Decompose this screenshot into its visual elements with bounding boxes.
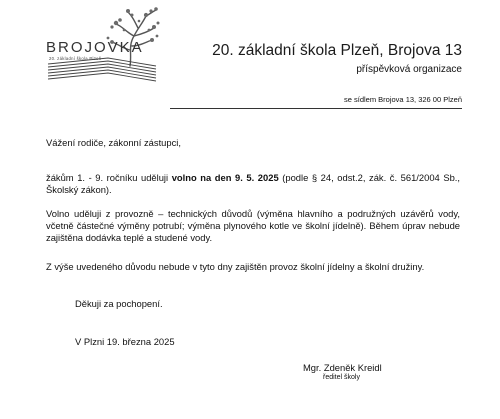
announcement-paragraph bbox=[46, 172, 460, 196]
reason-paragraph: Volno uděluji z provozně – technických důvodů (výměna hlavního a podružných uzávěrů vody, včetně částečné výměny potrubí; výměna plynového kotle ve školní jídelně). Během úprav nebude zajištěna dodávka teplé a studené vody. bbox=[46, 208, 460, 243]
canteen-notice-paragraph: Z výše uvedeného důvodu nebude v tyto dny zajištěn provoz školní jídelny a školní družiny. bbox=[46, 261, 425, 272]
announcement-text-start: žákům 1. - 9. ročníku uděluji bbox=[46, 172, 172, 183]
logo-text: BROJOVKA bbox=[46, 39, 144, 56]
header-divider bbox=[170, 108, 462, 109]
letterhead bbox=[0, 0, 500, 115]
school-logo bbox=[42, 6, 162, 88]
school-address: se sídlem Brojova 13, 326 00 Plzeň bbox=[344, 95, 462, 104]
announcement-date-bold: volno na den 9. 5. 2025 bbox=[171, 172, 279, 183]
signer-role: ředitel školy bbox=[323, 374, 360, 381]
logo-subtext: 20. základní škola Plzeň bbox=[49, 56, 102, 61]
book-tree-logo-icon bbox=[42, 6, 162, 88]
place-and-date: V Plzni 19. března 2025 bbox=[75, 336, 175, 347]
announcement-text-end: (podle § 24, odst.2, zák. č. 561/2004 Sb., Školský zákon). bbox=[46, 172, 460, 195]
salutation: Vážení rodiče, zákonní zástupci, bbox=[46, 137, 181, 148]
organization-type: příspěvková organizace bbox=[356, 64, 462, 75]
signer-name: Mgr. Zdeněk Kreidl bbox=[303, 362, 382, 373]
school-name: 20. základní škola Plzeň, Brojova 13 bbox=[212, 42, 462, 59]
thanks-line: Děkuji za pochopení. bbox=[75, 298, 163, 309]
